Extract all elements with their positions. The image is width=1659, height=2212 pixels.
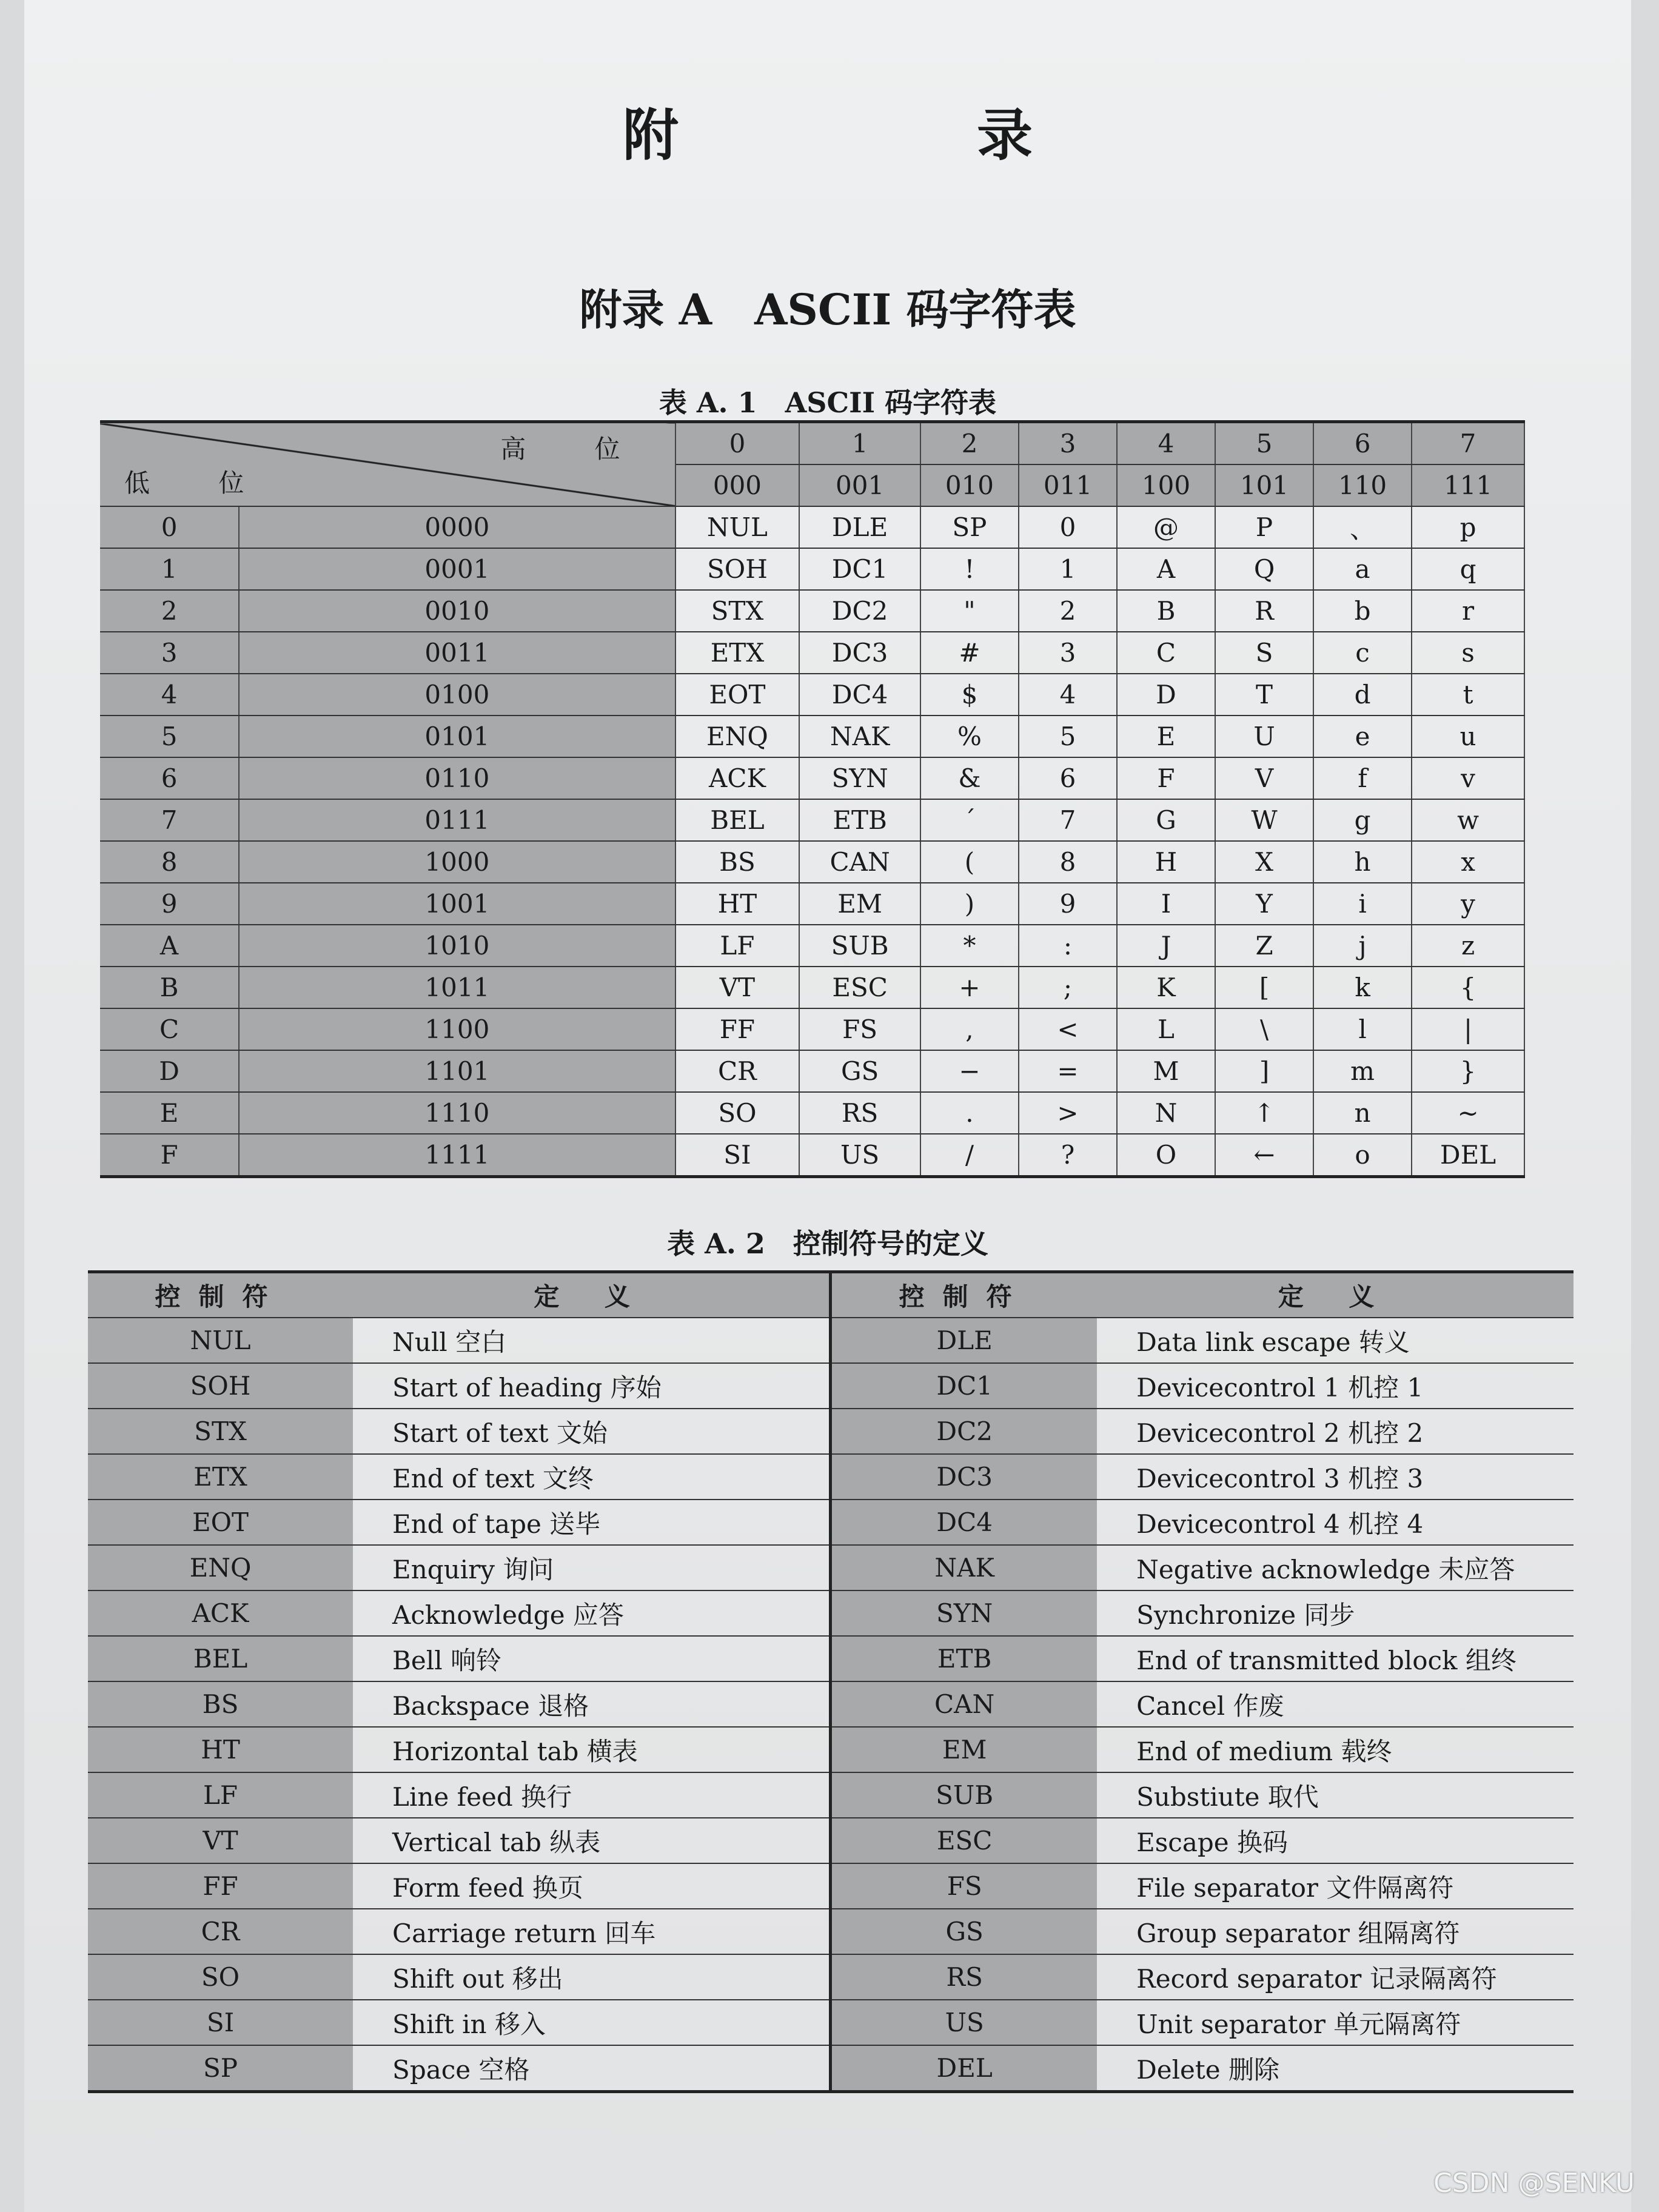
ascii-char-cell: \: [1215, 1008, 1313, 1050]
table-row: [88, 2000, 1574, 2045]
header-definition-2: 定 义: [1097, 1272, 1574, 1318]
high-bits-5: 101: [1215, 464, 1313, 506]
ascii-char-cell: STX: [675, 590, 800, 632]
ascii-char-cell: h: [1313, 841, 1412, 883]
control-code-cell: STX: [88, 1409, 353, 1454]
ascii-char-cell: FS: [799, 1008, 920, 1050]
ascii-char-cell: z: [1412, 925, 1524, 967]
ascii-char-cell: Z: [1215, 925, 1313, 967]
ascii-char-cell: P: [1215, 506, 1313, 548]
ascii-char-cell: ~: [1412, 1092, 1524, 1134]
ascii-char-cell: US: [799, 1134, 920, 1177]
control-code-cell: ACK: [88, 1590, 353, 1636]
control-code-cell: US: [831, 2000, 1097, 2045]
table-row: [100, 1050, 1524, 1092]
ascii-char-cell: 7: [1019, 799, 1117, 841]
low-digit-cell: C: [100, 1008, 239, 1050]
ascii-char-cell: s: [1412, 632, 1524, 674]
definition-cell: Bell 响铃: [353, 1636, 831, 1681]
definition-cell: Group separator 组隔离符: [1097, 1909, 1574, 1954]
ascii-char-cell: DC2: [799, 590, 920, 632]
table-row: [88, 1363, 1574, 1409]
ascii-char-cell: [: [1215, 967, 1313, 1008]
low-digit-cell: E: [100, 1092, 239, 1134]
definition-cell: Backspace 退格: [353, 1681, 831, 1727]
ascii-char-cell: −: [920, 1050, 1019, 1092]
corner-low-label: 低 位: [124, 468, 275, 498]
ascii-char-cell: M: [1117, 1050, 1215, 1092]
low-bits-cell: 0000: [239, 506, 675, 548]
ascii-char-cell: t: [1412, 674, 1524, 716]
ascii-char-cell: *: [920, 925, 1019, 967]
definition-cell: Record separator 记录隔离符: [1097, 1954, 1574, 2000]
table-row: [88, 1545, 1574, 1590]
low-digit-cell: 2: [100, 590, 239, 632]
ascii-char-cell: u: [1412, 716, 1524, 757]
ascii-char-cell: LF: [675, 925, 800, 967]
header-definition: 定 义: [353, 1272, 831, 1318]
table-row: [100, 757, 1524, 799]
ascii-char-cell: ,: [920, 1008, 1019, 1050]
definition-cell: End of transmitted block 组终: [1097, 1636, 1574, 1681]
ascii-char-cell: d: [1313, 674, 1412, 716]
low-bits-cell: 0100: [239, 674, 675, 716]
control-symbols-table: [88, 1270, 1574, 2093]
high-digit-0: 0: [675, 422, 800, 465]
control-code-cell: SP: [88, 2045, 353, 2092]
control-code-cell: BS: [88, 1681, 353, 1727]
ascii-char-cell: VT: [675, 967, 800, 1008]
ascii-char-cell: 9: [1019, 883, 1117, 925]
table-row: [100, 1134, 1524, 1177]
ascii-char-cell: ETX: [675, 632, 800, 674]
ascii-char-cell: }: [1412, 1050, 1524, 1092]
ascii-char-cell: SP: [920, 506, 1019, 548]
low-bits-cell: 0110: [239, 757, 675, 799]
ascii-char-cell: GS: [799, 1050, 920, 1092]
high-digit-4: 4: [1117, 422, 1215, 465]
ascii-char-cell: m: [1313, 1050, 1412, 1092]
ascii-char-cell: o: [1313, 1134, 1412, 1177]
control-code-cell: FF: [88, 1863, 353, 1909]
ascii-char-cell: B: [1117, 590, 1215, 632]
ascii-char-cell: DLE: [799, 506, 920, 548]
table-row: [88, 1454, 1574, 1500]
corner-high-label: 高 位: [500, 434, 651, 464]
appendix-title: 附录 A ASCII 码字符表: [579, 284, 1076, 335]
ascii-char-cell: A: [1117, 548, 1215, 590]
high-bits-2: 010: [920, 464, 1019, 506]
ascii-char-cell: 2: [1019, 590, 1117, 632]
ascii-char-cell: I: [1117, 883, 1215, 925]
ascii-char-cell: ←: [1215, 1134, 1313, 1177]
low-bits-cell: 1111: [239, 1134, 675, 1177]
ascii-char-cell: ;: [1019, 967, 1117, 1008]
table-row: [88, 1636, 1574, 1681]
ascii-char-cell: F: [1117, 757, 1215, 799]
control-code-cell: CR: [88, 1909, 353, 1954]
ascii-char-cell: |: [1412, 1008, 1524, 1050]
table-row: [100, 967, 1524, 1008]
low-digit-cell: 4: [100, 674, 239, 716]
control-header-row: [88, 1272, 1574, 1318]
control-code-cell: FS: [831, 1863, 1097, 1909]
ascii-char-cell: SOH: [675, 548, 800, 590]
ascii-char-cell: l: [1313, 1008, 1412, 1050]
header-control-char-2: 控制符: [831, 1272, 1097, 1318]
high-digit-3: 3: [1019, 422, 1117, 465]
ascii-char-cell: #: [920, 632, 1019, 674]
ascii-char-cell: FF: [675, 1008, 800, 1050]
definition-cell: Unit separator 单元隔离符: [1097, 2000, 1574, 2045]
ascii-char-cell: f: [1313, 757, 1412, 799]
definition-cell: Horizontal tab 横表: [353, 1727, 831, 1772]
ascii-char-cell: 0: [1019, 506, 1117, 548]
ascii-char-cell: U: [1215, 716, 1313, 757]
high-bits-7: 111: [1412, 464, 1524, 506]
ascii-char-cell: ": [920, 590, 1019, 632]
table-row: [100, 590, 1524, 632]
ascii-char-cell: .: [920, 1092, 1019, 1134]
ascii-char-cell: EOT: [675, 674, 800, 716]
definition-cell: Space 空格: [353, 2045, 831, 2092]
high-digit-7: 7: [1412, 422, 1524, 465]
table-row: [100, 716, 1524, 757]
ascii-char-cell: 6: [1019, 757, 1117, 799]
ascii-char-cell: ETB: [799, 799, 920, 841]
definition-cell: Acknowledge 应答: [353, 1590, 831, 1636]
definition-cell: Start of heading 序始: [353, 1363, 831, 1409]
ascii-char-cell: DC3: [799, 632, 920, 674]
ascii-char-cell: $: [920, 674, 1019, 716]
low-digit-cell: 7: [100, 799, 239, 841]
ascii-char-cell: n: [1313, 1092, 1412, 1134]
high-digit-5: 5: [1215, 422, 1313, 465]
low-digit-cell: D: [100, 1050, 239, 1092]
ascii-char-cell: SYN: [799, 757, 920, 799]
ascii-char-cell: BS: [675, 841, 800, 883]
ascii-char-cell: HT: [675, 883, 800, 925]
ascii-char-cell: J: [1117, 925, 1215, 967]
definition-cell: Devicecontrol 4 机控 4: [1097, 1500, 1574, 1545]
ascii-char-cell: 8: [1019, 841, 1117, 883]
ascii-char-cell: +: [920, 967, 1019, 1008]
ascii-char-cell: {: [1412, 967, 1524, 1008]
ascii-char-cell: O: [1117, 1134, 1215, 1177]
ascii-char-cell: w: [1412, 799, 1524, 841]
definition-cell: Carriage return 回车: [353, 1909, 831, 1954]
high-digit-2: 2: [920, 422, 1019, 465]
ascii-char-cell: i: [1313, 883, 1412, 925]
ascii-char-cell: <: [1019, 1008, 1117, 1050]
ascii-char-cell: 5: [1019, 716, 1117, 757]
table-row: [100, 799, 1524, 841]
control-code-cell: DC1: [831, 1363, 1097, 1409]
ascii-char-cell: r: [1412, 590, 1524, 632]
low-bits-cell: 1001: [239, 883, 675, 925]
table-row: [100, 506, 1524, 548]
low-bits-cell: 1101: [239, 1050, 675, 1092]
ascii-char-cell: L: [1117, 1008, 1215, 1050]
control-code-cell: LF: [88, 1772, 353, 1818]
control-code-cell: GS: [831, 1909, 1097, 1954]
definition-cell: Substiute 取代: [1097, 1772, 1574, 1818]
control-code-cell: NUL: [88, 1318, 353, 1363]
table-row: [88, 2045, 1574, 2092]
ascii-header-row: [100, 422, 1524, 465]
control-code-cell: SI: [88, 2000, 353, 2045]
ascii-char-cell: (: [920, 841, 1019, 883]
ascii-char-cell: CAN: [799, 841, 920, 883]
control-code-cell: DC3: [831, 1454, 1097, 1500]
definition-cell: Synchronize 同步: [1097, 1590, 1574, 1636]
ascii-char-cell: X: [1215, 841, 1313, 883]
ascii-char-cell: K: [1117, 967, 1215, 1008]
ascii-char-cell: N: [1117, 1092, 1215, 1134]
table-row: [100, 632, 1524, 674]
ascii-char-cell: T: [1215, 674, 1313, 716]
ascii-char-cell: q: [1412, 548, 1524, 590]
table-row: [100, 1092, 1524, 1134]
ascii-char-cell: &: [920, 757, 1019, 799]
ascii-char-cell: ENQ: [675, 716, 800, 757]
ascii-char-cell: ]: [1215, 1050, 1313, 1092]
ascii-char-cell: =: [1019, 1050, 1117, 1092]
definition-cell: Cancel 作废: [1097, 1681, 1574, 1727]
low-digit-cell: B: [100, 967, 239, 1008]
ascii-char-cell: @: [1117, 506, 1215, 548]
ascii-char-cell: DC4: [799, 674, 920, 716]
control-code-cell: VT: [88, 1818, 353, 1863]
ascii-char-cell: y: [1412, 883, 1524, 925]
table-row: [88, 1681, 1574, 1727]
control-code-cell: EOT: [88, 1500, 353, 1545]
definition-cell: Devicecontrol 2 机控 2: [1097, 1409, 1574, 1454]
control-code-cell: ENQ: [88, 1545, 353, 1590]
ascii-char-cell: DC1: [799, 548, 920, 590]
definition-cell: Vertical tab 纵表: [353, 1818, 831, 1863]
ascii-char-cell: !: [920, 548, 1019, 590]
low-digit-cell: F: [100, 1134, 239, 1177]
ascii-char-cell: k: [1313, 967, 1412, 1008]
table-row: [88, 1500, 1574, 1545]
low-digit-cell: 6: [100, 757, 239, 799]
ascii-char-cell: E: [1117, 716, 1215, 757]
low-bits-cell: 0111: [239, 799, 675, 841]
table-row: [88, 1727, 1574, 1772]
ascii-char-cell: DEL: [1412, 1134, 1524, 1177]
ascii-char-cell: >: [1019, 1092, 1117, 1134]
high-bits-3: 011: [1019, 464, 1117, 506]
definition-cell: Line feed 换行: [353, 1772, 831, 1818]
table-row: [88, 1318, 1574, 1363]
ascii-char-cell: SI: [675, 1134, 800, 1177]
ascii-char-cell: b: [1313, 590, 1412, 632]
definition-cell: Escape 换码: [1097, 1818, 1574, 1863]
low-digit-cell: 3: [100, 632, 239, 674]
ascii-char-cell: 4: [1019, 674, 1117, 716]
ascii-char-cell: BEL: [675, 799, 800, 841]
ascii-char-cell: Q: [1215, 548, 1313, 590]
page-title: 附 录: [622, 102, 1173, 168]
ascii-char-cell: SUB: [799, 925, 920, 967]
ascii-char-cell: ?: [1019, 1134, 1117, 1177]
definition-cell: Start of text 文始: [353, 1409, 831, 1454]
ascii-char-cell: W: [1215, 799, 1313, 841]
control-code-cell: RS: [831, 1954, 1097, 2000]
table-row: [100, 883, 1524, 925]
low-bits-cell: 1011: [239, 967, 675, 1008]
ascii-char-cell: ↑: [1215, 1092, 1313, 1134]
definition-cell: Data link escape 转义: [1097, 1318, 1574, 1363]
table-row: [100, 674, 1524, 716]
table-row: [88, 1818, 1574, 1863]
ascii-char-cell: CR: [675, 1050, 800, 1092]
definition-cell: End of text 文终: [353, 1454, 831, 1500]
low-digit-cell: 1: [100, 548, 239, 590]
control-code-cell: DEL: [831, 2045, 1097, 2092]
ascii-char-cell: R: [1215, 590, 1313, 632]
low-bits-cell: 0010: [239, 590, 675, 632]
definition-cell: File separator 文件隔离符: [1097, 1863, 1574, 1909]
definition-cell: Devicecontrol 1 机控 1: [1097, 1363, 1574, 1409]
high-bits-0: 000: [675, 464, 800, 506]
table-corner-cell: [100, 422, 675, 507]
control-code-cell: SYN: [831, 1590, 1097, 1636]
low-bits-cell: 0011: [239, 632, 675, 674]
control-code-cell: BEL: [88, 1636, 353, 1681]
ascii-char-cell: ACK: [675, 757, 800, 799]
table-row: [88, 1772, 1574, 1818]
control-code-cell: HT: [88, 1727, 353, 1772]
ascii-char-cell: 、: [1313, 506, 1412, 548]
ascii-char-cell: v: [1412, 757, 1524, 799]
definition-cell: Enquiry 询问: [353, 1545, 831, 1590]
ascii-char-cell: e: [1313, 716, 1412, 757]
low-digit-cell: A: [100, 925, 239, 967]
ascii-char-cell: G: [1117, 799, 1215, 841]
high-digit-6: 6: [1313, 422, 1412, 465]
low-bits-cell: 1010: [239, 925, 675, 967]
header-control-char: 控制符: [88, 1272, 353, 1318]
table-row: [100, 841, 1524, 883]
control-code-cell: SO: [88, 1954, 353, 2000]
ascii-char-cell: j: [1313, 925, 1412, 967]
ascii-char-cell: c: [1313, 632, 1412, 674]
ascii-char-cell: p: [1412, 506, 1524, 548]
table-row: [88, 1409, 1574, 1454]
high-bits-1: 001: [799, 464, 920, 506]
ascii-char-cell: x: [1412, 841, 1524, 883]
table-row: [88, 1590, 1574, 1636]
table-row: [100, 925, 1524, 967]
ascii-char-cell: 1: [1019, 548, 1117, 590]
definition-cell: Null 空白: [353, 1318, 831, 1363]
low-bits-cell: 1100: [239, 1008, 675, 1050]
ascii-char-cell: EM: [799, 883, 920, 925]
table-row: [88, 1954, 1574, 2000]
ascii-char-cell: V: [1215, 757, 1313, 799]
definition-cell: Delete 删除: [1097, 2045, 1574, 2092]
book-page: [24, 0, 1631, 2212]
ascii-char-cell: %: [920, 716, 1019, 757]
ascii-char-cell: ): [920, 883, 1019, 925]
ascii-char-cell: NUL: [675, 506, 800, 548]
ascii-char-cell: Y: [1215, 883, 1313, 925]
ascii-char-cell: g: [1313, 799, 1412, 841]
control-code-cell: ESC: [831, 1818, 1097, 1863]
ascii-char-cell: ´: [920, 799, 1019, 841]
definition-cell: Negative acknowledge 未应答: [1097, 1545, 1574, 1590]
table-row: [100, 1008, 1524, 1050]
ascii-char-cell: a: [1313, 548, 1412, 590]
table-row: [88, 1909, 1574, 1954]
table2-caption: 表 A. 2 控制符号的定义: [667, 1227, 988, 1260]
control-code-cell: ETX: [88, 1454, 353, 1500]
high-bits-4: 100: [1117, 464, 1215, 506]
control-code-cell: NAK: [831, 1545, 1097, 1590]
low-bits-cell: 0101: [239, 716, 675, 757]
low-digit-cell: 5: [100, 716, 239, 757]
low-bits-cell: 0001: [239, 548, 675, 590]
definition-cell: Shift in 移入: [353, 2000, 831, 2045]
definition-cell: End of tape 送毕: [353, 1500, 831, 1545]
table-row: [88, 1863, 1574, 1909]
ascii-char-cell: /: [920, 1134, 1019, 1177]
control-code-cell: CAN: [831, 1681, 1097, 1727]
ascii-char-cell: NAK: [799, 716, 920, 757]
high-bits-6: 110: [1313, 464, 1412, 506]
low-bits-cell: 1000: [239, 841, 675, 883]
ascii-char-cell: D: [1117, 674, 1215, 716]
low-digit-cell: 8: [100, 841, 239, 883]
control-code-cell: DC2: [831, 1409, 1097, 1454]
ascii-char-cell: ESC: [799, 967, 920, 1008]
ascii-char-cell: 3: [1019, 632, 1117, 674]
control-code-cell: DLE: [831, 1318, 1097, 1363]
control-code-cell: SUB: [831, 1772, 1097, 1818]
low-bits-cell: 1110: [239, 1092, 675, 1134]
ascii-table: [100, 420, 1525, 1178]
high-digit-1: 1: [799, 422, 920, 465]
definition-cell: Form feed 换页: [353, 1863, 831, 1909]
control-code-cell: EM: [831, 1727, 1097, 1772]
ascii-char-cell: H: [1117, 841, 1215, 883]
ascii-char-cell: RS: [799, 1092, 920, 1134]
table1-caption: 表 A. 1 ASCII 码字符表: [659, 386, 997, 419]
ascii-char-cell: :: [1019, 925, 1117, 967]
low-digit-cell: 9: [100, 883, 239, 925]
definition-cell: Devicecontrol 3 机控 3: [1097, 1454, 1574, 1500]
csdn-watermark: CSDN @SENKU: [1433, 2168, 1635, 2199]
ascii-char-cell: S: [1215, 632, 1313, 674]
definition-cell: End of medium 载终: [1097, 1727, 1574, 1772]
control-code-cell: DC4: [831, 1500, 1097, 1545]
low-digit-cell: 0: [100, 506, 239, 548]
ascii-char-cell: SO: [675, 1092, 800, 1134]
definition-cell: Shift out 移出: [353, 1954, 831, 2000]
ascii-char-cell: C: [1117, 632, 1215, 674]
table-row: [100, 548, 1524, 590]
control-code-cell: SOH: [88, 1363, 353, 1409]
control-code-cell: ETB: [831, 1636, 1097, 1681]
